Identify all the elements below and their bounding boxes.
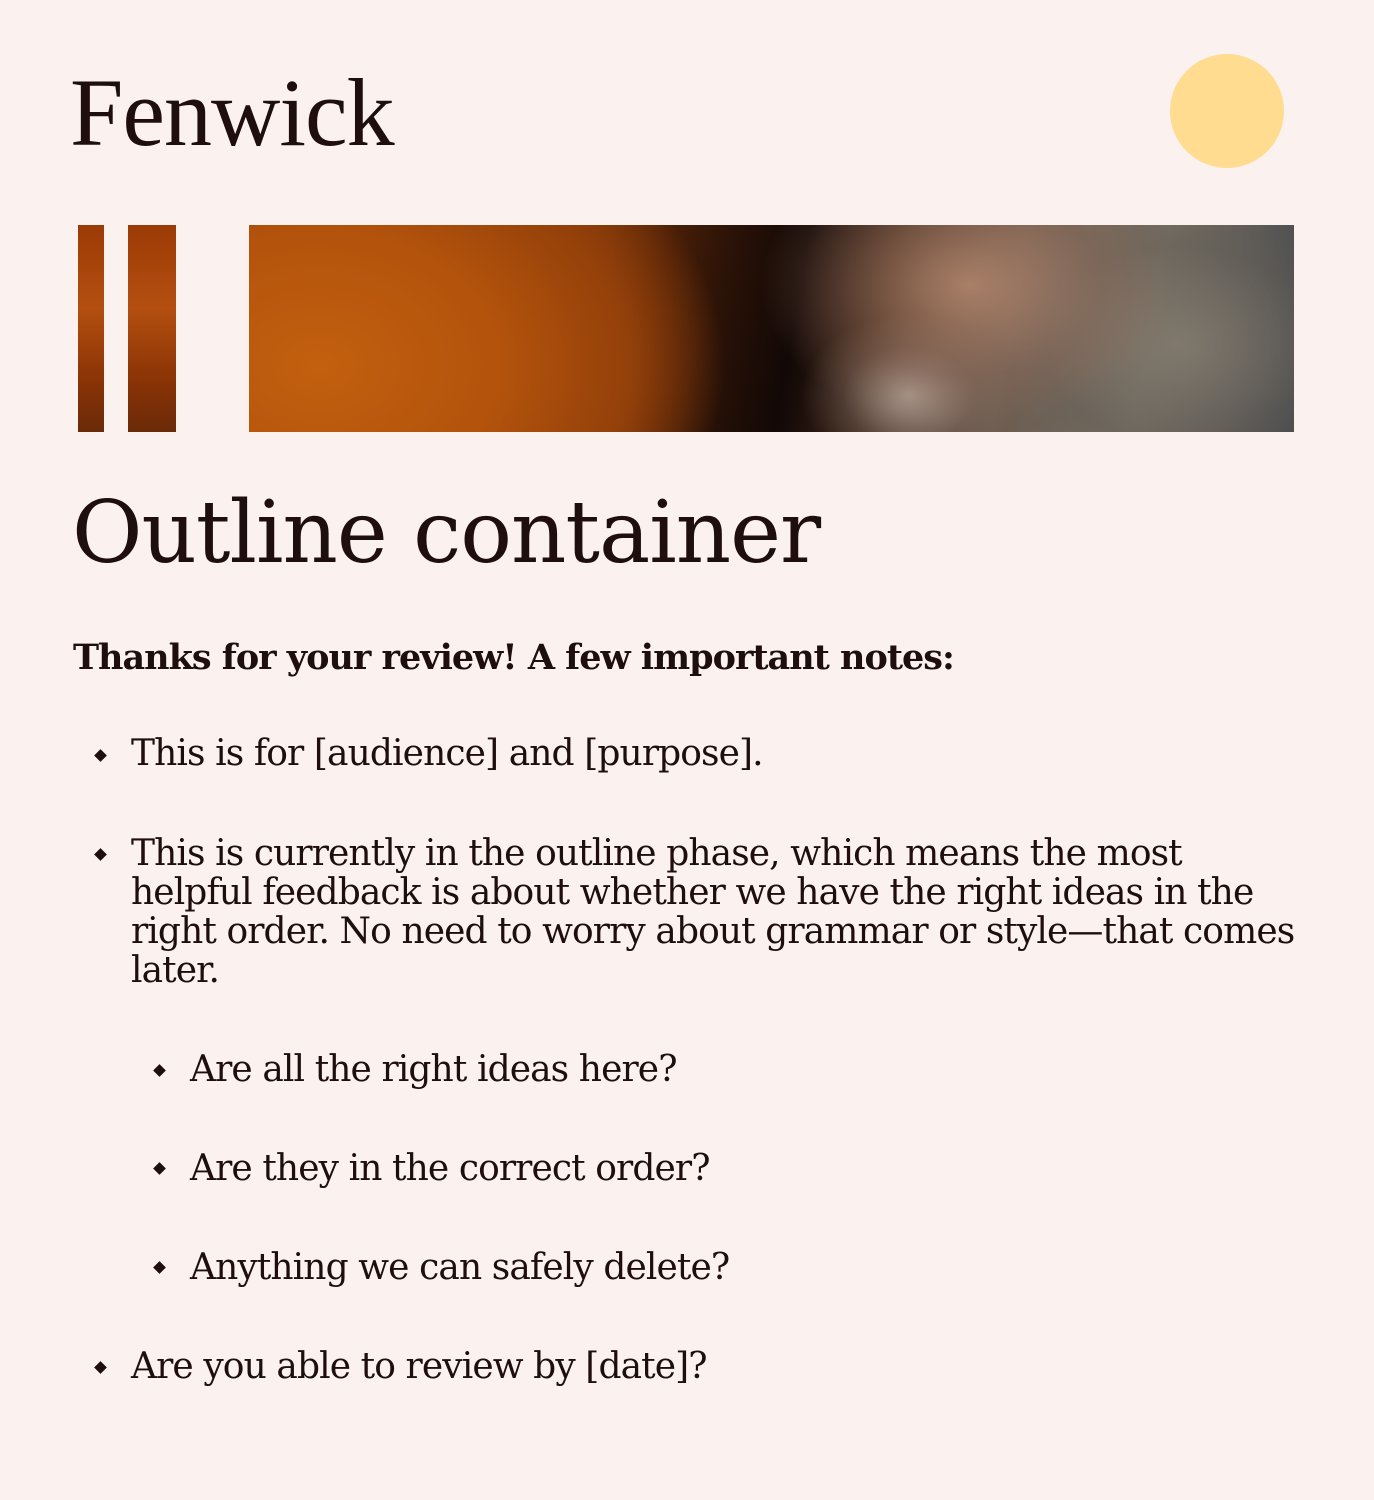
- diamond-bullet-icon: [153, 1261, 166, 1274]
- intro-text: Thanks for your review! A few important notes:: [73, 637, 954, 678]
- diamond-bullet-icon: [94, 848, 107, 861]
- list-item-text: Anything we can safely delete?: [190, 1247, 730, 1288]
- diamond-bullet-icon: [94, 749, 107, 762]
- diamond-bullet-icon: [153, 1162, 166, 1175]
- list-item-text: Are they in the correct order?: [190, 1148, 710, 1189]
- diamond-bullet-icon: [153, 1064, 166, 1077]
- list-item-text: Are all the right ideas here?: [190, 1049, 677, 1090]
- page-title: Outline container: [72, 483, 821, 583]
- brand-logo[interactable]: Fenwick: [70, 59, 394, 166]
- list-item-text: This is currently in the outline phase, which means the most helpful feedback is about whether we have the right ideas in the right order. No need to worry about grammar or style—that comes later.: [131, 833, 1295, 991]
- diamond-bullet-icon: [94, 1361, 107, 1374]
- list-item-text: Are you able to review by [date]?: [131, 1346, 707, 1387]
- list-item-text: This is for [audience] and [purpose].: [131, 733, 763, 774]
